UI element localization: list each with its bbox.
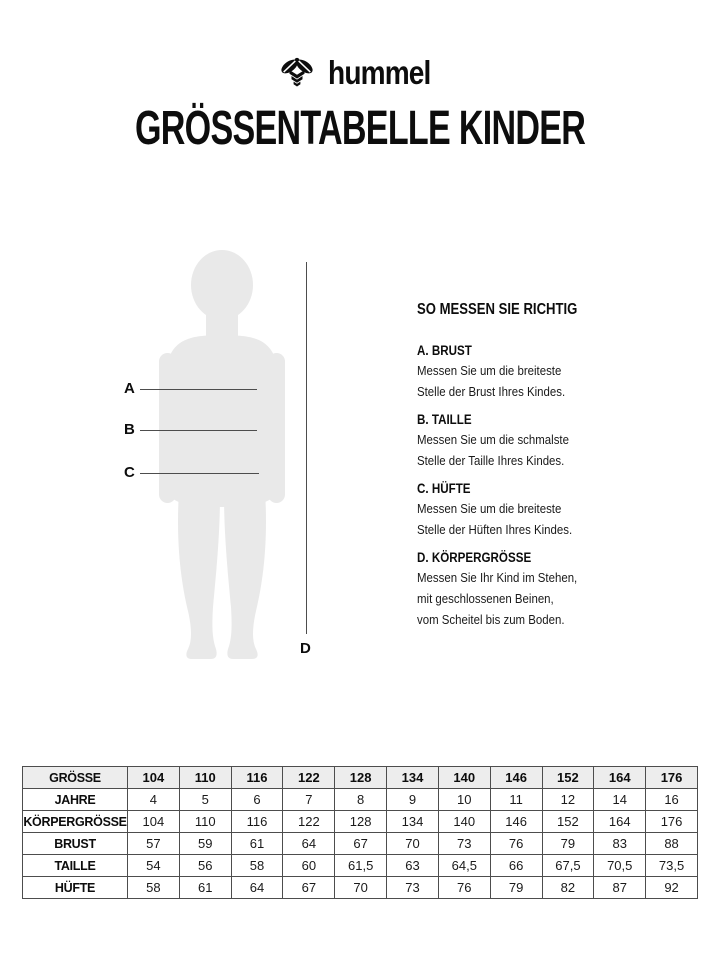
size-table-cell: 134 [387,767,439,789]
measure-line-a [140,389,257,390]
size-table-cell: 64 [231,877,283,899]
size-table-row-label: JAHRE [23,789,128,811]
size-table-row-label: GRÖSSE [23,767,128,789]
child-silhouette [95,243,315,668]
size-table-cell: 60 [283,855,335,877]
size-table-row-label: KÖRPERGRÖSSE [23,811,128,833]
measure-label-d: D [300,640,311,657]
size-table-cell: 79 [490,877,542,899]
size-table-cell: 116 [231,767,283,789]
instruction-title: D. KÖRPERGRÖSSE [417,550,532,565]
size-table-cell: 61 [179,877,231,899]
measure-line-b [140,430,257,431]
size-table-cell: 164 [594,767,646,789]
page-title: GRÖSSENTABELLE KINDER [134,102,586,155]
measure-label-a: A [124,380,135,397]
size-table-cell: 8 [335,789,387,811]
size-table-cell: 70,5 [594,855,646,877]
brand-wordmark: hummel [328,54,431,91]
size-table-cell: 134 [387,811,439,833]
size-table-cell: 12 [542,789,594,811]
size-table-row [23,877,698,899]
instruction-title: A. BRUST [417,343,472,358]
size-table-cell: 70 [335,877,387,899]
size-table-cell: 14 [594,789,646,811]
size-table-row-label: TAILLE [23,855,128,877]
measure-label-b: B [124,421,135,438]
size-table-cell: 140 [438,811,490,833]
size-table-header-row [23,767,698,789]
size-table-cell: 116 [231,811,283,833]
size-table-cell: 152 [542,811,594,833]
size-table-row [23,833,698,855]
measure-line-d [306,262,307,634]
size-table-cell: 57 [128,833,180,855]
size-table [22,766,698,899]
size-table-cell: 104 [128,811,180,833]
size-table-cell: 73 [387,877,439,899]
measure-label-c: C [124,464,135,481]
measuring-instructions [417,300,697,640]
size-table-cell: 54 [128,855,180,877]
size-table-cell: 146 [490,767,542,789]
size-table-row [23,811,698,833]
size-table-cell: 67,5 [542,855,594,877]
size-table-cell: 5 [179,789,231,811]
size-table-cell: 128 [335,767,387,789]
size-table-cell: 104 [128,767,180,789]
size-table-cell: 16 [646,789,698,811]
size-table-cell: 92 [646,877,698,899]
size-table-cell: 76 [490,833,542,855]
size-table-cell: 152 [542,767,594,789]
size-table-cell: 9 [387,789,439,811]
size-table-cell: 110 [179,811,231,833]
size-table-cell: 164 [594,811,646,833]
size-table-cell: 58 [128,877,180,899]
instruction-section-koerpergroesse [417,550,697,630]
brand-logo [0,54,720,89]
size-table-cell: 6 [231,789,283,811]
size-table-cell: 73 [438,833,490,855]
instruction-section-taille [417,412,697,471]
size-table-row-label: BRUST [23,833,128,855]
size-table-cell: 128 [335,811,387,833]
size-table-cell: 67 [283,877,335,899]
instruction-body: Messen Sie um die schmalste Stelle der Taille Ihres Kindes. [417,432,569,468]
instruction-body: Messen Sie Ihr Kind im Stehen, mit geschlossenen Beinen, vom Scheitel bis zum Boden. [417,570,578,627]
size-table-cell: 56 [179,855,231,877]
size-table-cell: 83 [594,833,646,855]
size-table-body [23,789,698,899]
size-table-cell: 63 [387,855,439,877]
size-table-row [23,855,698,877]
size-table-cell: 73,5 [646,855,698,877]
size-table-cell: 59 [179,833,231,855]
size-table-cell: 10 [438,789,490,811]
size-table-cell: 122 [283,811,335,833]
size-table-head [23,767,698,789]
size-table-cell: 76 [438,877,490,899]
size-table-cell: 61,5 [335,855,387,877]
size-table-cell: 176 [646,811,698,833]
size-table-cell: 176 [646,767,698,789]
size-table-cell: 64 [283,833,335,855]
instruction-body: Messen Sie um die breiteste Stelle der Brust Ihres Kindes. [417,363,566,399]
instructions-heading: SO MESSEN SIE RICHTIG [417,301,578,318]
size-table-cell: 61 [231,833,283,855]
size-table-cell: 67 [335,833,387,855]
instruction-title: C. HÜFTE [417,481,471,496]
size-table-cell: 140 [438,767,490,789]
instruction-title: B. TAILLE [417,412,472,427]
size-table-cell: 82 [542,877,594,899]
size-table-cell: 146 [490,811,542,833]
size-table-cell: 122 [283,767,335,789]
instruction-body: Messen Sie um die breiteste Stelle der Hüften Ihres Kindes. [417,501,573,537]
size-table-cell: 110 [179,767,231,789]
size-table-cell: 64,5 [438,855,490,877]
size-table-cell: 87 [594,877,646,899]
size-table-cell: 58 [231,855,283,877]
measure-line-c [140,473,259,474]
hummel-bee-icon [280,57,314,87]
size-table-row [23,789,698,811]
size-table-cell: 79 [542,833,594,855]
size-table-cell: 7 [283,789,335,811]
size-table-cell: 66 [490,855,542,877]
size-table-cell: 4 [128,789,180,811]
size-table-cell: 88 [646,833,698,855]
size-table-row-label: HÜFTE [23,877,128,899]
instruction-section-brust [417,343,697,402]
size-table-cell: 11 [490,789,542,811]
size-table-cell: 70 [387,833,439,855]
instruction-section-huefte [417,481,697,540]
